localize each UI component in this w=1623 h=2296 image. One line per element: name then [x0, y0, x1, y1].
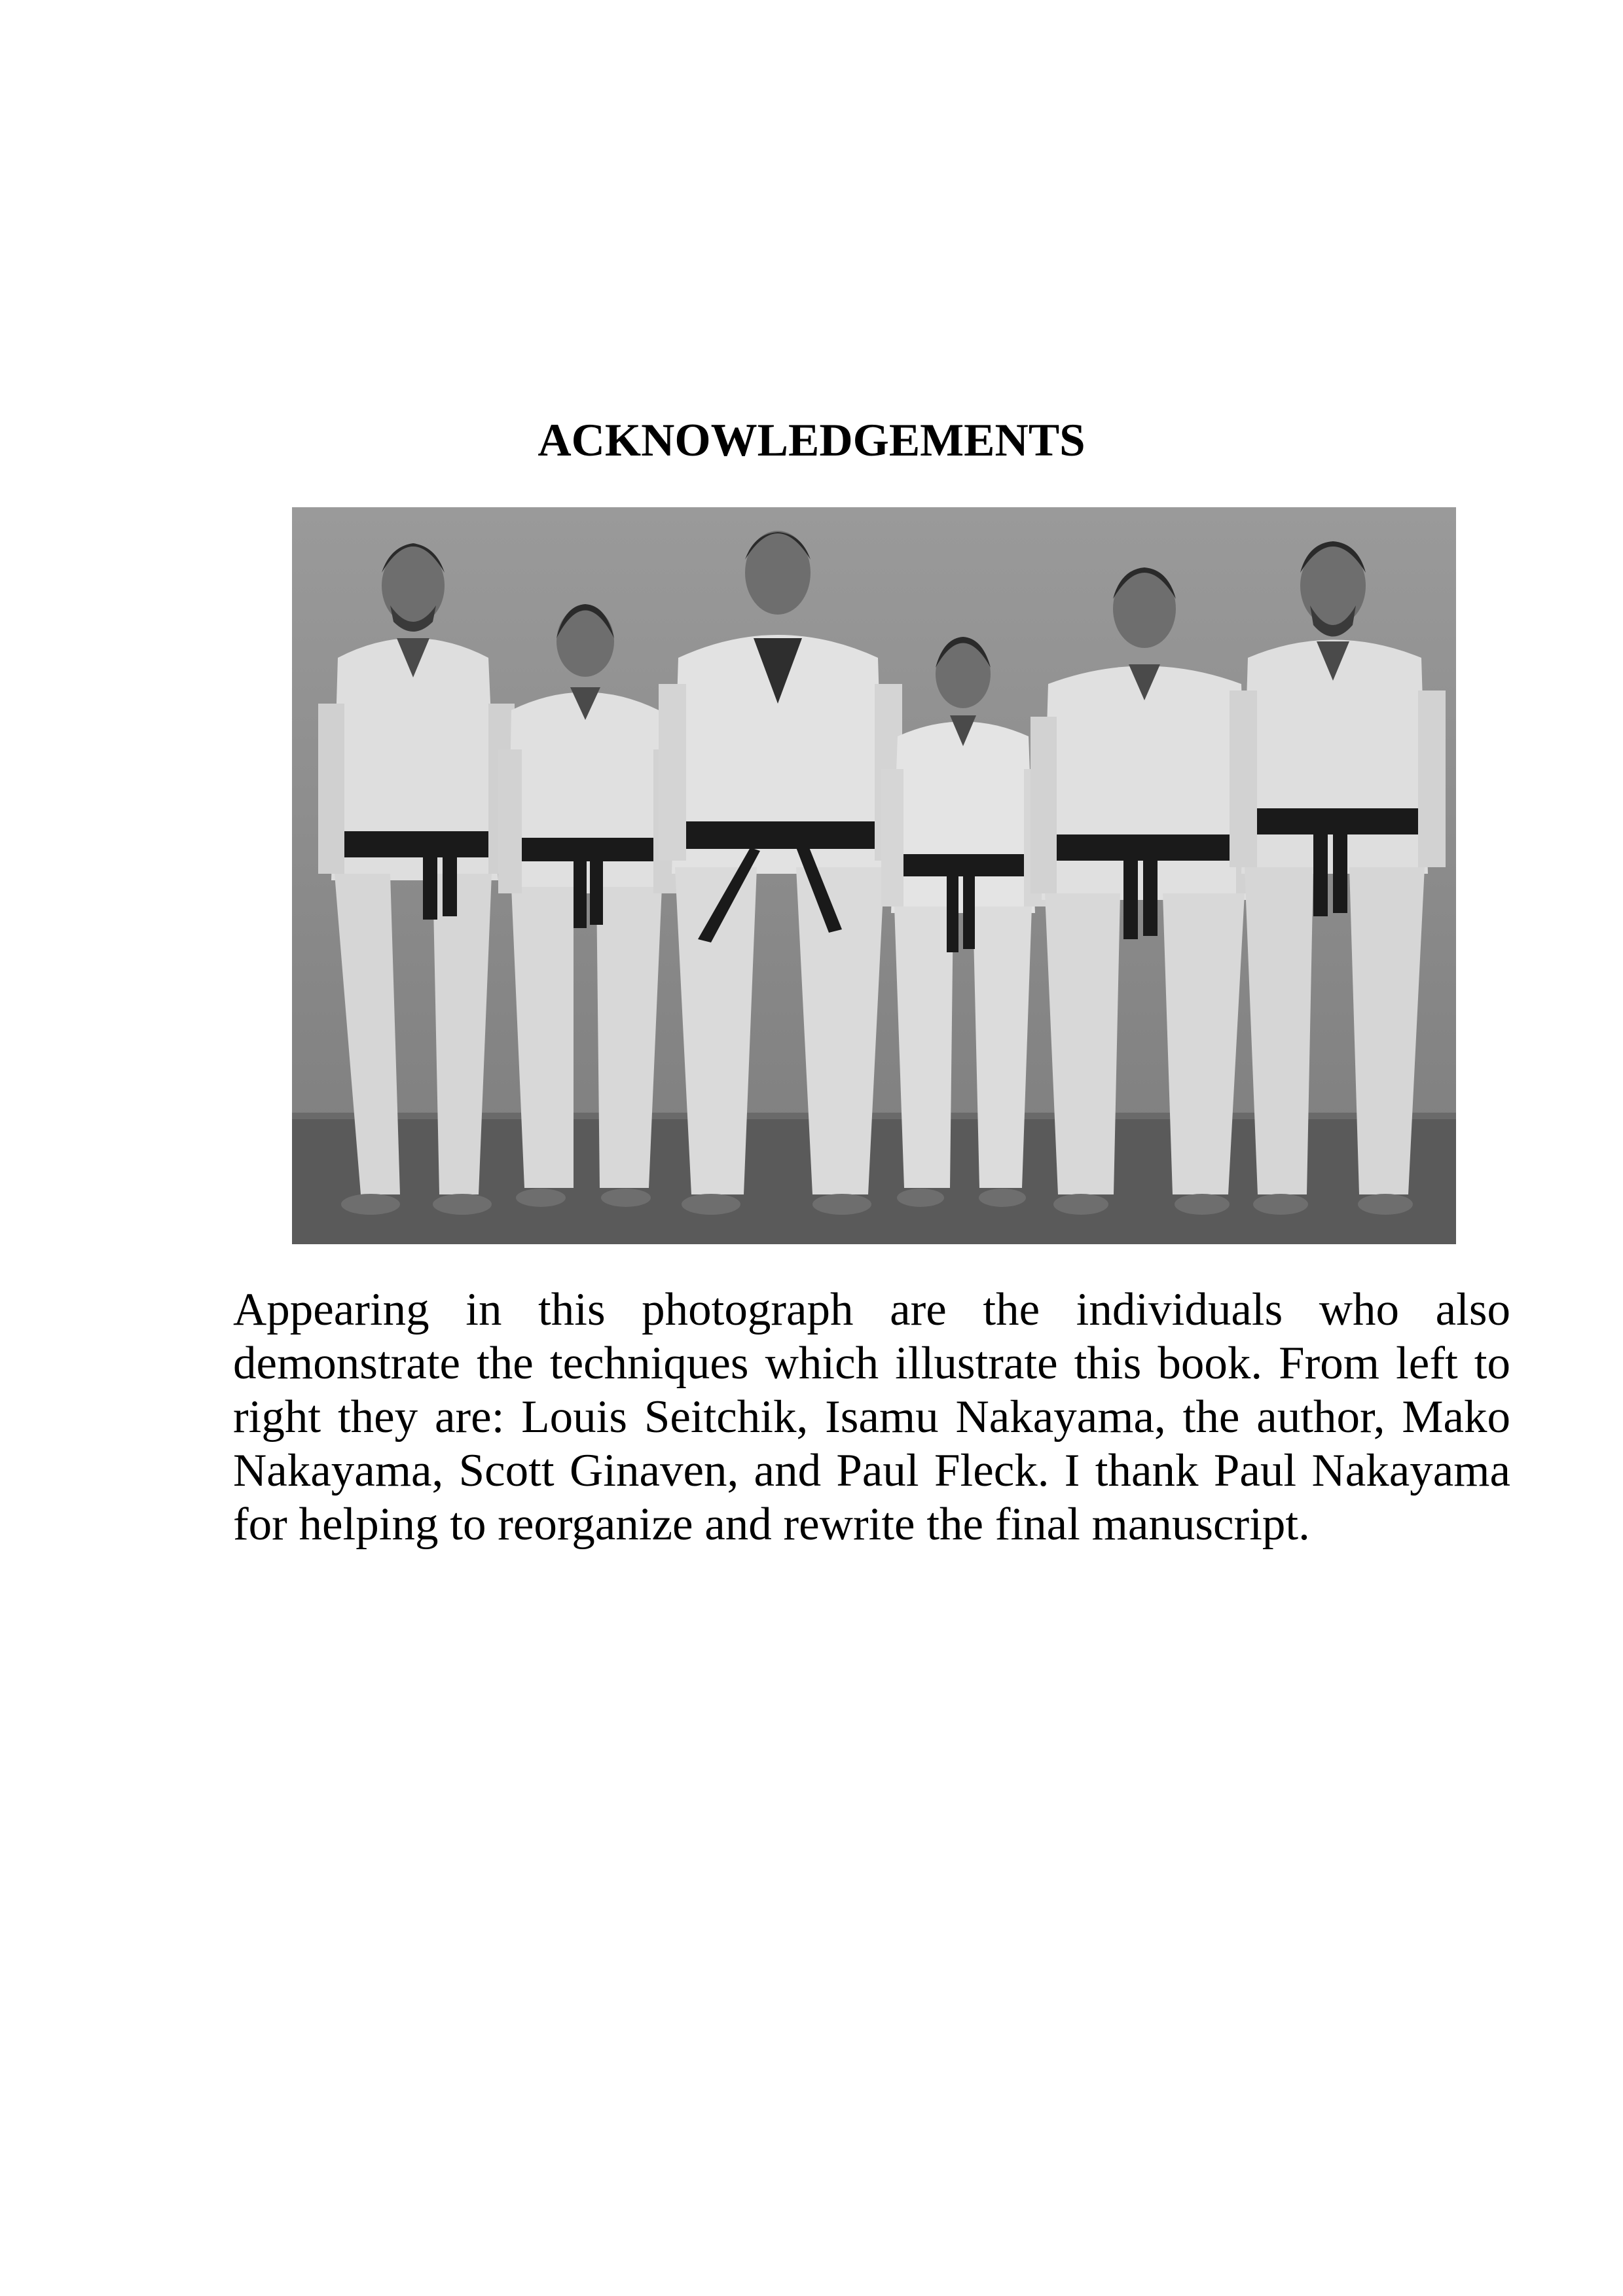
acknowledgement-paragraph: Appearing in this photograph are the individuals who also demonstrate the techniques which illustrate this book. From left to right they are: Louis Seitchik, Isamu Nakayama, the author, Mako Nakayama, Scott Ginaven, and Paul Fleck. I thank Paul Nakayama for helping to reorganize and rewrite the final manuscript.: [233, 1284, 1510, 1550]
group-photo-image: [292, 507, 1456, 1244]
page-heading: ACKNOWLEDGEMENTS: [538, 415, 1085, 466]
photo-illustration: [292, 507, 1456, 1244]
